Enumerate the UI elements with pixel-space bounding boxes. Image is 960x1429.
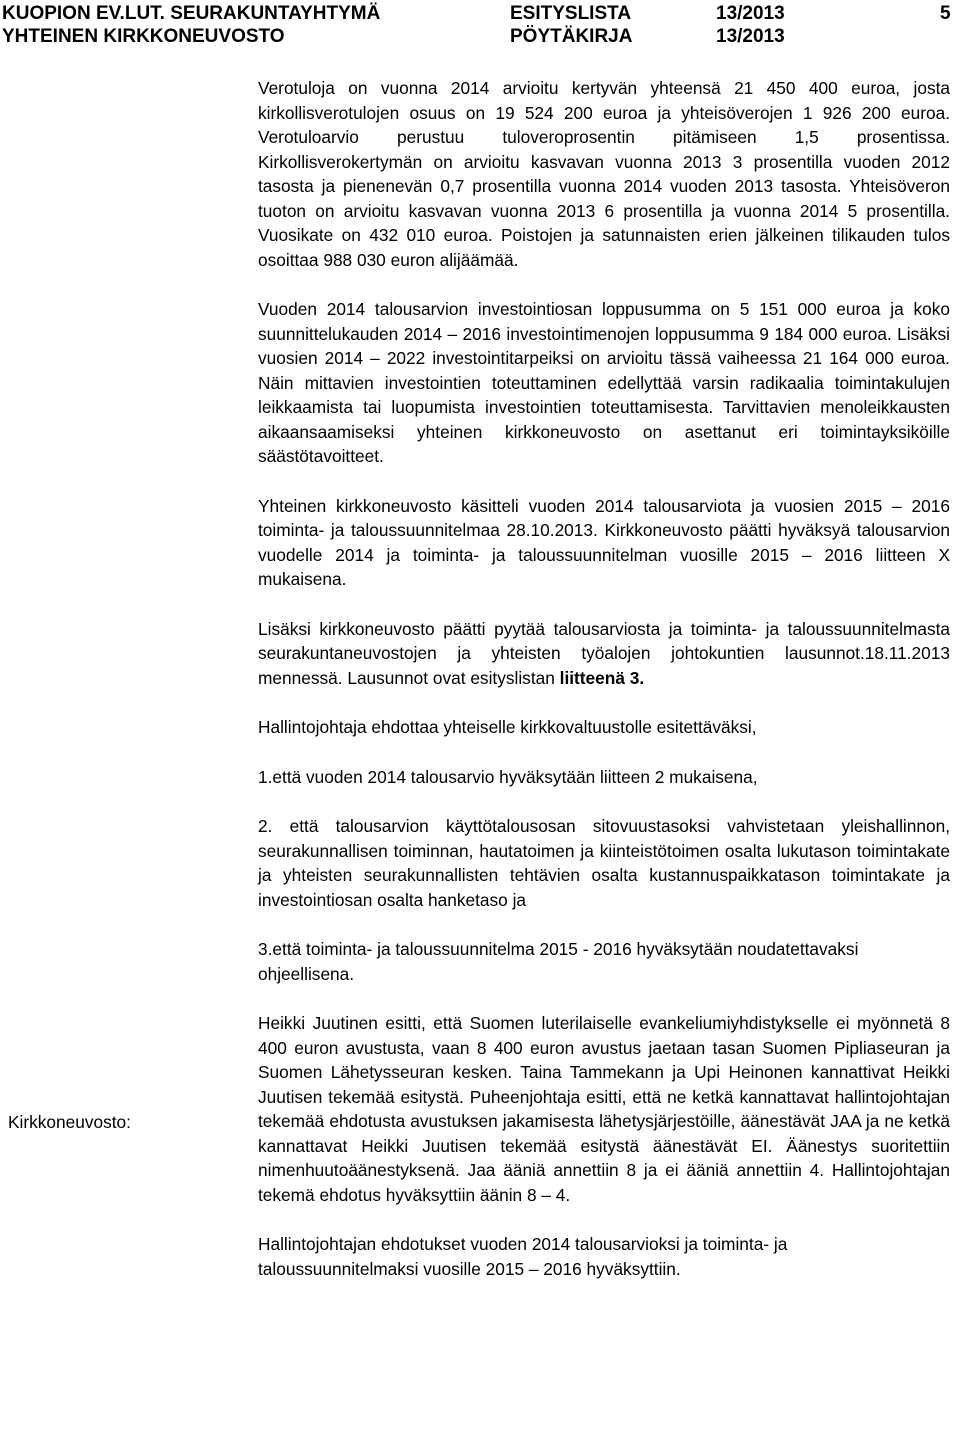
page-header xyxy=(0,0,960,48)
statement-text: Lisäksi kirkkoneuvosto päätti pyytää talousarviosta ja toiminta- ja taloussuunnitelmasta seurakuntaneuvostojen ja yhteisten työalojen johtokuntien lausunnot.18.11.2013 mennessä. Lausunnot ovat esityslistan xyxy=(258,618,950,688)
council-name: YHTEINEN KIRKKONEUVOSTO xyxy=(2,26,285,47)
attachment-reference: liitteenä 3. xyxy=(559,667,645,688)
decision-text: Heikki Juutinen esitti, että Suomen luterilaiselle evankeliumiyhdistykselle ei myönnetä 8 400 euron avustusta, vaan 8 400 euron avustus jaetaan tasan Suomen Pipliaseuran ja Suomen Lähetysseuran kesken. Taina Tammekann ja Upi Heinonen kannattivat Heikki Juutisen tekemää esitystä. Puheenjohtaja esitti, että ne ketkä kannattavat hallintojohtajan tekemää ehdotusta avustuksen jakamisesta lähetysjärjestöille, äänestävät JAA ja ne ketkä kannattavat Heikki Juutisen tekemää esitystä äänestävät EI. Äänestys suoritettiin nimenhuutoäänestyksenä. Jaa ääniä annettiin 8 ja ei ääniä annettiin 4. Hallintojohtajan tekemä ehdotus hyväksyttiin äänin 8 – 4. xyxy=(258,1013,950,1205)
proposal-item-3: 3.että toiminta- ja taloussuunnitelma 2015 - 2016 hyväksytään noudatettavaksi ohjeellisena. xyxy=(258,939,859,984)
document-type-agenda: ESITYSLISTA xyxy=(510,3,632,24)
organization-name: KUOPION EV.LUT. SEURAKUNTAYHTYMÄ xyxy=(2,3,381,24)
page-number: 5 xyxy=(940,3,951,24)
paragraph-statement-request xyxy=(258,617,950,691)
meeting-number: 13/2013 xyxy=(716,26,785,47)
proposal-item-2: 2. että talousarvion käyttötalousosan sitovuustasoksi vahvistetaan yleishallinnon, seurakunnallisen toiminnan, hautatoimen ja kiinteistötoimen osalta lukutason toimintakate ja yhteisten seurakunnallisten tehtävien osalta kustannuspaikkatason toimintakate ja investointiosan osalta hanketaso ja xyxy=(258,816,950,910)
decision-label: Kirkkoneuvosto: xyxy=(8,1112,131,1132)
document-type-minutes: PÖYTÄKIRJA xyxy=(510,26,633,47)
meeting-number: 13/2013 xyxy=(716,3,785,24)
decision-conclusion: Hallintojohtajan ehdotukset vuoden 2014 talousarvioksi ja toiminta- ja taloussuunnitelmaksi vuosille 2015 – 2016 hyväksyttiin. xyxy=(258,1234,788,1279)
paragraph-investments: Vuoden 2014 talousarvion investointiosan loppusumma on 5 151 000 euroa ja koko suunnittelukauden 2014 – 2016 investointimenojen loppusumma 9 184 000 euroa. Lisäksi vuosien 2014 – 2022 investointitarpeiksi on arvioitu tässä vaiheessa 21 164 000 euroa. Näin mittavien investointien toteuttaminen edellyttää varsin radikaalia toimintakulujen leikkaamista tai luopumista investointien toteuttamisesta. Tarvittavien menoleikkausten aikaansaamiseksi yhteinen kirkkoneuvosto on asettanut eri toimintayksiköille säästötavoitteet. xyxy=(258,299,950,466)
header-row-1 xyxy=(0,3,960,27)
document-body xyxy=(258,76,950,1306)
proposal-intro: Hallintojohtaja ehdottaa yhteiselle kirkkovaltuustolle esitettäväksi, xyxy=(258,717,757,737)
paragraph-tax-revenue: Verotuloja on vuonna 2014 arvioitu kertyvän yhteensä 21 450 400 euroa, josta kirkollisverotulojen osuus on 19 524 200 euroa ja yhteisöverojen 1 926 200 euroa. Verotuloarvio perustuu tuloveroprosentin pitämiseen 1,5 prosentissa. Kirkollisverokertymän on arvioitu kasvavan vuonna 2013 3 prosentilla vuoden 2012 tasosta ja pienenevän 0,7 prosentilla vuonna 2014 vuoden 2013 tasosta. Yhteisöveron tuoton on arvioitu kasvavan vuonna 2013 6 prosentilla ja vuonna 2014 5 prosentilla. Vuosikate on 432 010 euroa. Poistojen ja satunnaisten erien jälkeinen tilikauden tulos osoittaa 988 030 euron alijäämää. xyxy=(258,78,950,270)
header-row-2 xyxy=(0,26,960,50)
paragraph-council-decision: Yhteinen kirkkoneuvosto käsitteli vuoden 2014 talousarviota ja vuosien 2015 – 2016 toiminta- ja taloussuunnitelmaa 28.10.2013. Kirkkoneuvosto päätti hyväksyä talousarvion vuodelle 2014 ja toiminta- ja taloussuunnitelman vuosille 2015 – 2016 liitteen X mukaisena. xyxy=(258,495,950,589)
proposal-item-1: 1.että vuoden 2014 talousarvio hyväksytään liitteen 2 mukaisena, xyxy=(258,766,758,787)
